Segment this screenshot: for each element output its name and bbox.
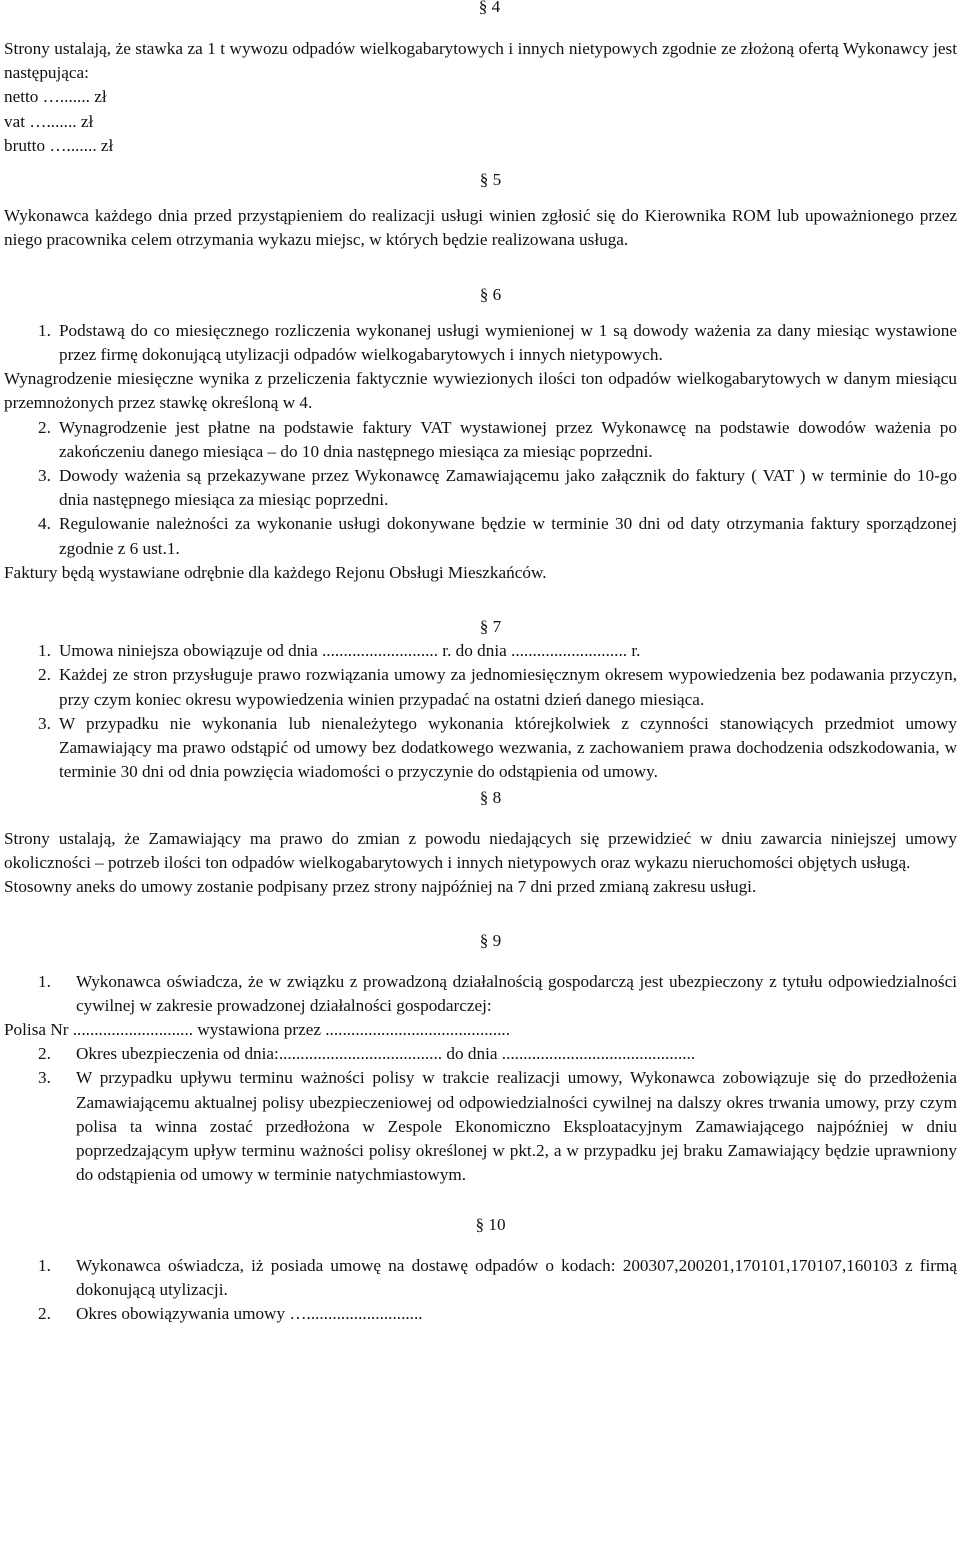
settlement-item-1 [4,319,957,367]
settlement-item-3 [4,464,957,512]
item-number: 1. [38,641,51,661]
waste-contract-item-1 [4,1254,957,1302]
settlement-item-4 [4,512,957,560]
rate-intro: Strony ustalają, że stawka za 1 t wywozu odpadów wielkogabarytowych i innych nietypowych zgodnie ze złożoną ofertą Wykonawcy jest następująca: [4,39,957,83]
item-number: 2. [38,1044,51,1064]
item-text: Regulowanie należności za wykonanie usługi dokonywane będzie w terminie 30 dni od daty otrzymania faktury sporządzonej zgodnie z 6 ust.1. [59,514,957,558]
settlement-item-2 [4,416,957,464]
item-number: 3. [38,713,51,733]
section-heading-10: § 10 [475,1215,506,1235]
monthly-wage-paragraph: Wynagrodzenie miesięczne wynika z przeliczenia faktycznie wywiezionych ilości ton odpadów wielkogabarytowych w danym miesiącu przemnożonych przez stawkę określoną w 4. [4,369,957,413]
annex-paragraph: Stosowny aneks do umowy zostanie podpisany przez strony najpóźniej na 7 dni przed zmianą zakresu usługi. [4,877,757,897]
item-number: 3. [38,466,51,486]
insurance-item-1 [4,970,957,1018]
section-heading-5: § 5 [479,170,502,190]
item-number: 4. [38,514,51,534]
rate-brutto: brutto …....... zł [4,135,114,155]
policy-line: Polisa Nr ............................ wystawiona przez ........................................... [4,1019,511,1039]
rate-netto: netto …....... zł [4,87,107,107]
item-text: W przypadku nie wykonania lub nienależytego wykonania którejkolwiek z czynności stanowiących przedmiot umowy Zamawiający ma prawo odstąpić od umowy bez dodatkowego wezwania, z zachowaniem prawa dochodzenia odszkodowania, w terminie 30 dni od dnia powzięcia wiadomości o przyczynie do odstąpienia od umowy. [59,713,957,782]
daily-report-paragraph: Wykonawca każdego dnia przed przystąpieniem do realizacji usługi winien zgłosić się do Kierownika ROM lub upoważnionego przez niego pracownika celem otrzymania wykazu miejsc, w których będzie realizowana usługa. [4,206,957,250]
item-text: Podstawą do co miesięcznego rozliczenia wykonanej usługi wymienionej w 1 są dowody ważenia za dany miesiąc wystawione przez firmę dokonującą utylizacji odpadów wielkogabarytowych i innych nietypowych. [59,320,957,365]
term-item-3 [4,712,957,785]
item-number: 1. [38,1255,51,1275]
item-text: Okres obowiązywania umowy …........................... [76,1303,423,1323]
contract-page [4,0,957,1326]
item-number: 1. [38,971,51,991]
section-heading-6: § 6 [479,284,502,304]
item-number: 2. [38,417,51,437]
term-item-2 [4,663,957,711]
item-text: Wykonawca oświadcza, iż posiada umowę na dostawę odpadów o kodach: 200307,200201,170101,170107,160103 z firmą dokonującą utylizacji. [76,1255,957,1299]
rate-vat: vat …....... zł [4,111,94,131]
item-text: Dowody ważenia są przekazywane przez Wykonawcę Zamawiającemu jako załącznik do faktury ( VAT ) w terminie do 10-go dnia następnego miesiąca za miesiąc poprzedni. [59,466,957,510]
item-text: Umowa niniejsza obowiązuje od dnia ........................... r. do dnia ........................... r. [59,641,641,661]
item-text: Okres ubezpieczenia od dnia:...................................... do dnia ............................................. [76,1044,696,1064]
item-number: 2. [38,1303,51,1323]
section-heading-7: § 7 [479,617,502,637]
insurance-item-2 [4,1042,957,1066]
item-text: Wykonawca oświadcza, że w związku z prowadzoną działalnością gospodarczą jest ubezpieczony z tytułu odpowiedzialności cywilnej w zakresie prowadzonej działalności gospodarczej: [76,971,957,1015]
insurance-item-3 [4,1066,957,1187]
item-text: W przypadku upływu terminu ważności polisy w trakcie realizacji umowy, Wykonawca zobowiązuje się do przedłożenia Zamawiającemu aktualnej polisy ubezpieczeniowej od odpowiedzialności cywilnej na dalszy okres trwania umowy, przy czym polisa ta winna zostać przedłożona w Zespole Ekonomiczno Eksploatacyjnym Zamawiającego najpóźniej w dniu poprzedzającym upływ terminu ważności polisy określonej w pkt.2, a w przypadku jej braku Zamawiający będzie uprawniony do odstąpienia od umowy w terminie natychmiastowym. [76,1068,957,1185]
term-item-1 [4,639,957,663]
section-heading-9: § 9 [479,931,502,951]
section-heading-8: § 8 [479,788,502,808]
item-text: Wynagrodzenie jest płatne na podstawie faktury VAT wystawionej przez Wykonawcę na podstawie dowodów ważenia po zakończeniu danego miesiąca – do 10 dnia następnego miesiąca za miesiąc poprzedni. [59,417,957,461]
item-text: Każdej ze stron przysługuje prawo rozwiązania umowy za jednomiesięcznym okresem wypowiedzenia bez podawania przyczyn, przy czym koniec okresu wypowiedzenia winien przypadać na ostatni dzień danego miesiąca. [59,665,957,709]
item-number: 1. [38,320,51,340]
item-number: 2. [38,665,51,685]
item-number: 3. [38,1068,51,1088]
section-heading-4: § 4 [478,0,501,16]
changes-paragraph: Strony ustalają, że Zamawiający ma prawo do zmian z powodu niedających się przewidzieć w dniu zawarcia niniejszej umowy okoliczności – potrzeb ilości ton odpadów wielkogabarytowych i innych nietypowych oraz wykazu nieruchomości objętych usługą. [4,828,957,872]
invoices-paragraph: Faktury będą wystawiane odrębnie dla każdego Rejonu Obsługi Mieszkańców. [4,562,547,582]
waste-contract-item-2 [4,1302,957,1326]
